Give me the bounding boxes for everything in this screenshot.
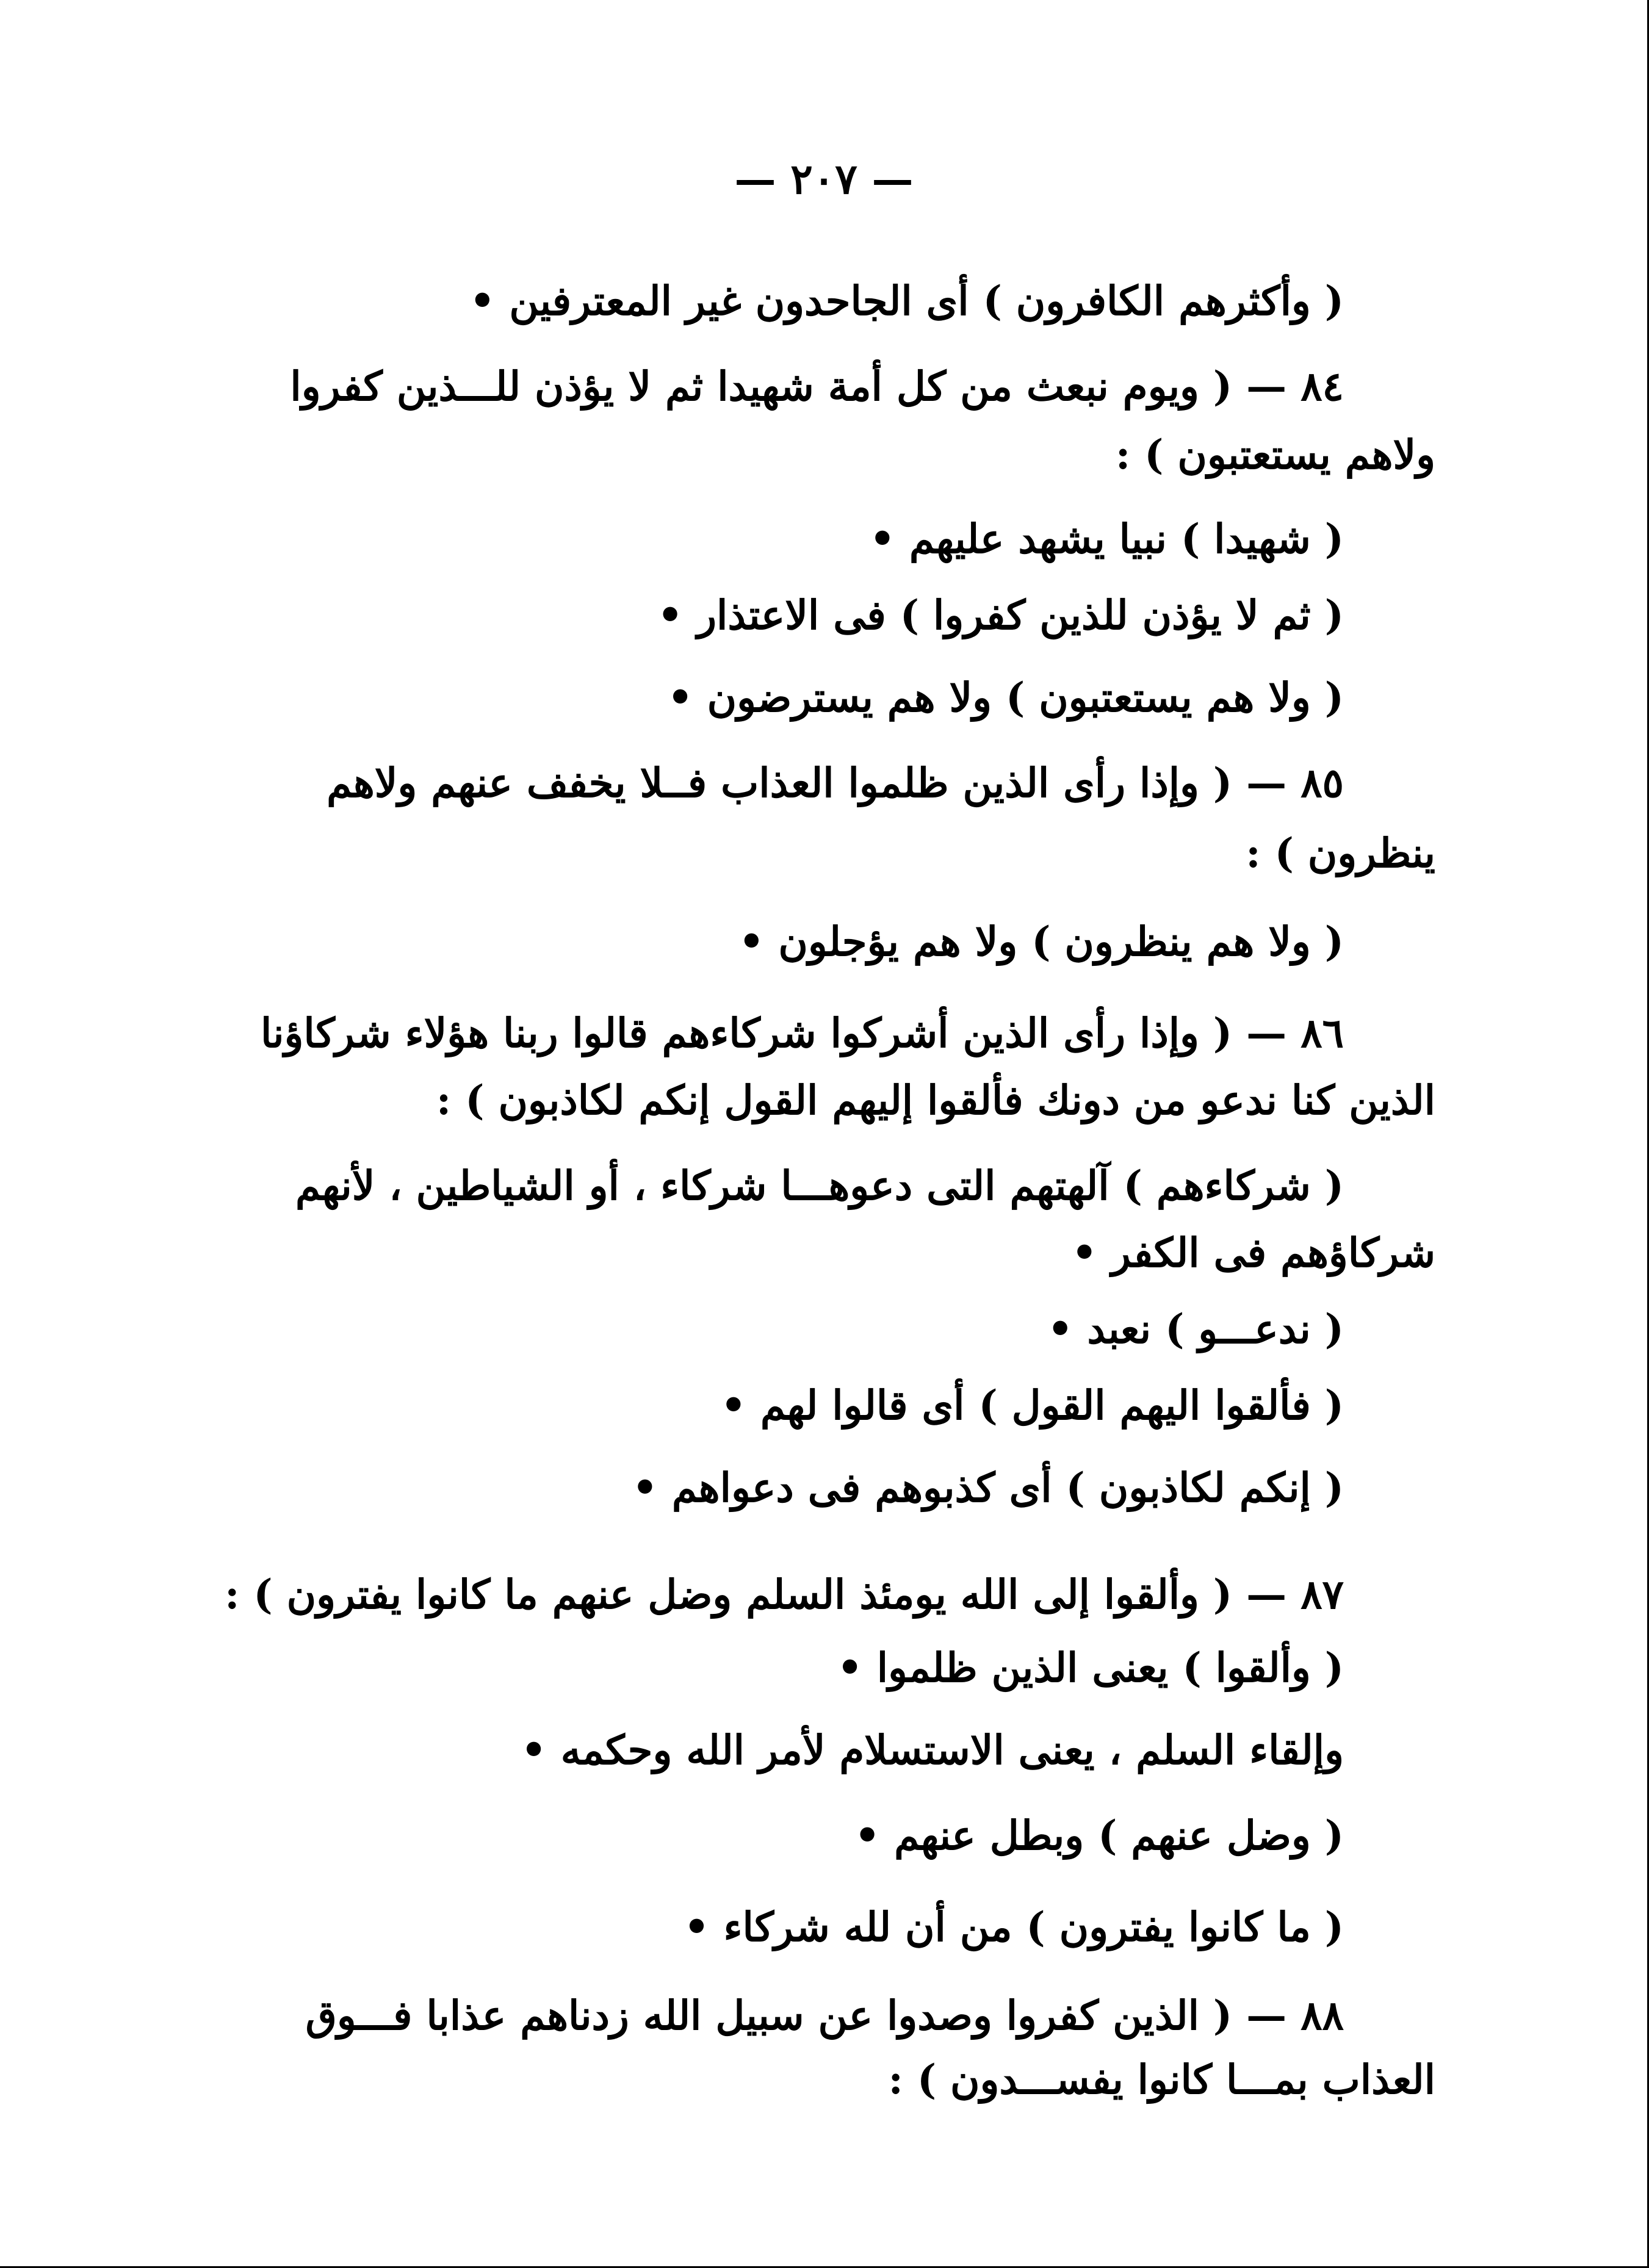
text-line-3: ولاهم يستعتبون ) : [1115, 431, 1435, 478]
text-line-23: العذاب بمـــا كانوا يفســـدون ) : [888, 2056, 1435, 2103]
text-line-9: ( ولا هم ينظرون ) ولا هم يؤجلون • [738, 918, 1344, 965]
text-line-10: ٨٦ — ( وإذا رأى الذين أشركوا شركاءهم قالوا ربنا هؤلاء شركاؤنا [261, 1009, 1344, 1057]
text-line-11: الذين كنا ندعو من دونك فألقوا إليهم القول إنكم لكاذبون ) : [436, 1076, 1435, 1124]
text-line-1: ( وأكثرهم الكافرون ) أى الجاحدون غير المعترفين • [469, 277, 1344, 325]
text-line-14: ( ندعـــو ) نعبد • [1047, 1305, 1344, 1353]
text-line-22: ٨٨ — ( الذين كفروا وصدوا عن سبيل الله زدناهم عذابا فـــوق [305, 1992, 1344, 2039]
text-line-16: ( إنكم لكاذبون ) أى كذبوهم فى دعواهم • [632, 1464, 1344, 1511]
text-line-12: ( شركاءهم ) آلهتهم التى دعوهـــا شركاء ، أو الشياطين ، لأنهم [295, 1162, 1344, 1209]
text-line-13: شركاؤهم فى الكفر • [1071, 1229, 1435, 1276]
text-line-4: ( شهيدا ) نبيا يشهد عليهم • [869, 515, 1344, 563]
text-line-18: ( وألقوا ) يعنى الذين ظلموا • [837, 1644, 1344, 1691]
text-line-15: ( فألقوا اليهم القول ) أى قالوا لهم • [720, 1381, 1344, 1429]
text-line-6: ( ولا هم يستعتبون ) ولا هم يسترضون • [667, 674, 1344, 721]
text-line-20: ( وضل عنهم ) وبطل عنهم • [854, 1812, 1344, 1859]
page-number: — ٢٠٧ — [734, 155, 914, 204]
text-line-8: ينظرون ) : [1246, 829, 1435, 877]
text-line-2: ٨٤ — ( ويوم نبعث من كل أمة شهيدا ثم لا يؤذن للـــذين كفروا [290, 362, 1344, 410]
text-line-7: ٨٥ — ( وإذا رأى الذين ظلموا العذاب فــلا يخفف عنهم ولاهم [327, 759, 1344, 807]
text-line-19: وإلقاء السلم ، يعنى الاستسلام لأمر الله وحكمه • [521, 1726, 1344, 1774]
text-line-17: ٨٧ — ( وألقوا إلى الله يومئذ السلم وضل عنهم ما كانوا يفترون ) : [225, 1571, 1344, 1618]
text-line-21: ( ما كانوا يفترون ) من أن لله شركاء • [684, 1903, 1344, 1951]
text-line-5: ( ثم لا يؤذن للذين كفروا ) فى الاعتذار • [657, 591, 1344, 639]
